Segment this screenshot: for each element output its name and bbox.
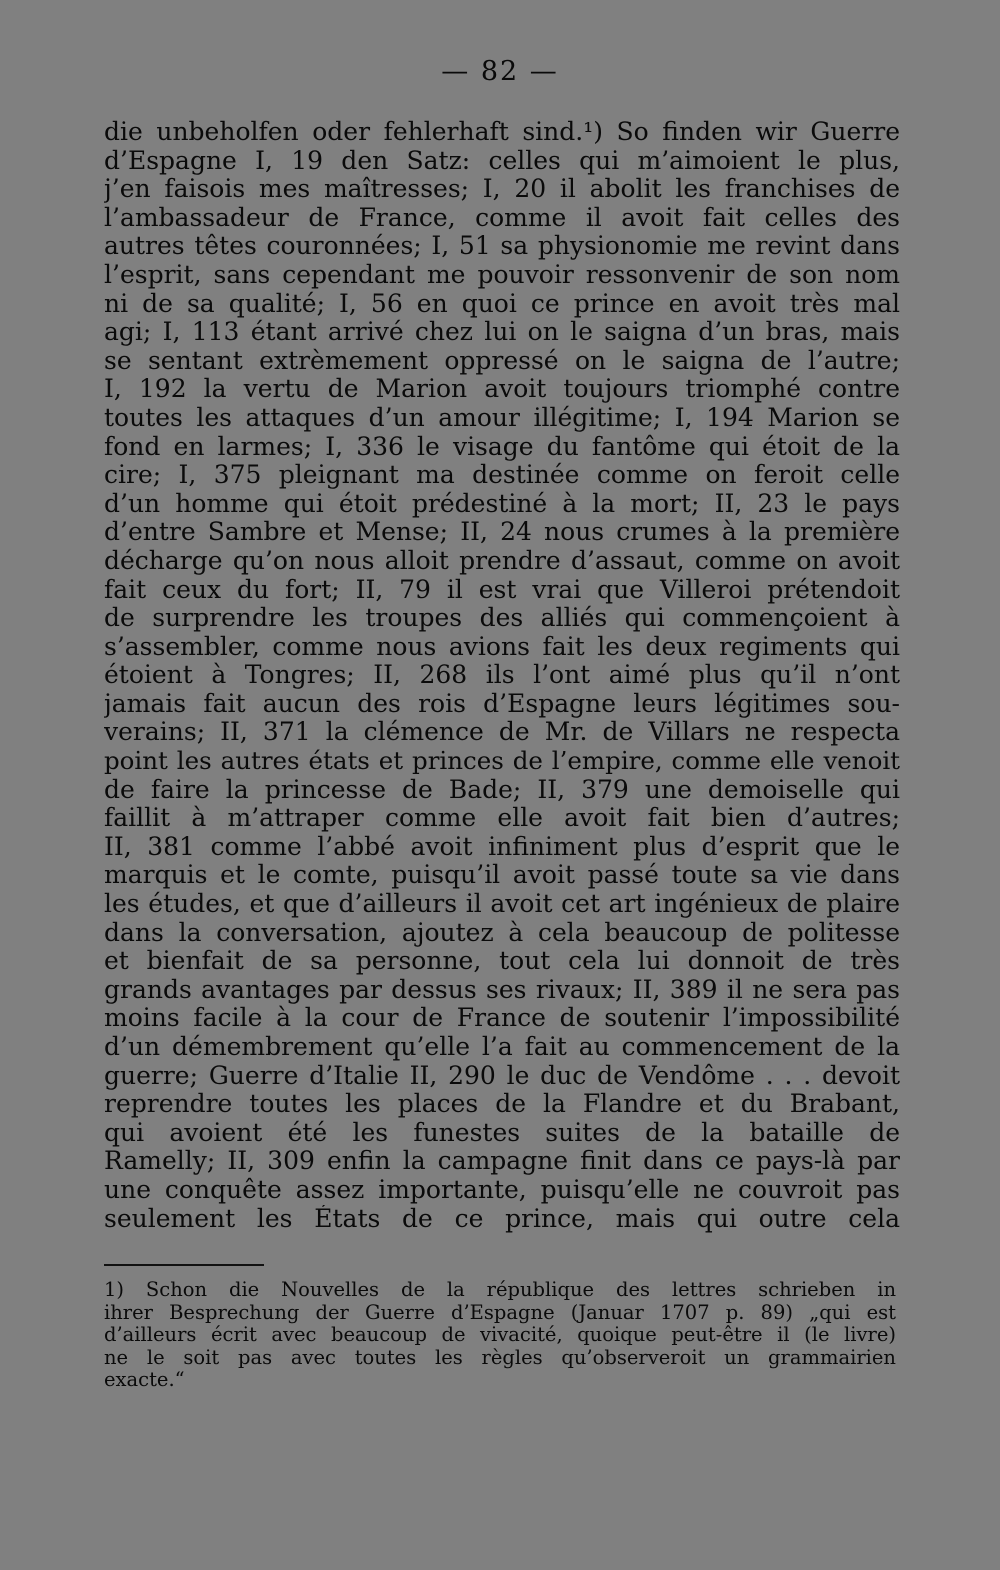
body-line: d’un démembrement qu’elle l’a fait au commencement de la — [104, 1033, 900, 1061]
body-line: de faire la princesse de Bade; II, 379 une demoiselle qui — [104, 775, 900, 804]
body-line: qui avoient été les funestes suites de la bataille de — [104, 1118, 900, 1147]
body-line: de surprendre les troupes des alliés qui commençoient à — [104, 604, 900, 633]
body-line: étoient à Tongres; II, 268 ils l’ont aimé plus qu’il n’ont — [104, 661, 900, 690]
body-line: verains; II, 371 la clémence de Mr. de Villars ne respecta — [104, 718, 900, 747]
body-line: guerre; Guerre d’Italie II, 290 le duc de Vendôme . . . devoit — [104, 1061, 900, 1090]
body-line: reprendre toutes les places de la Flandre et du Brabant, — [104, 1090, 900, 1119]
footnote-line: exacte.“ — [104, 1369, 185, 1391]
body-line: fond en larmes; I, 336 le visage du fantôme qui étoit de la — [104, 432, 900, 461]
body-line: grands avantages par dessus ses rivaux; II, 389 il ne sera pas — [104, 975, 900, 1004]
footnote-separator — [104, 1264, 264, 1266]
body-line: autres têtes couronnées; I, 51 sa physionomie me revint dans — [104, 232, 900, 261]
body-line: et bienfait de sa personne, tout cela lui donnoit de très — [104, 947, 900, 976]
footnote-line: ihrer Besprechung der Guerre d’Espagne (Januar 1707 p. 89) „qui est — [104, 1301, 896, 1324]
body-line: s’assembler, comme nous avions fait les deux regiments qui — [104, 632, 900, 661]
body-line: jamais fait aucun des rois d’Espagne leurs légitimes sou- — [104, 689, 900, 718]
body-line: marquis et le comte, puisqu’il avoit passé toute sa vie dans — [104, 861, 900, 890]
body-line: décharge qu’on nous alloit prendre d’assaut, comme on avoit — [104, 546, 900, 575]
body-line: se sentant extrèmement oppressé on le saigna de l’autre; — [104, 346, 900, 375]
body-line: seulement les États de ce prince, mais qui outre cela — [104, 1204, 900, 1233]
body-line: une conquête assez importante, puisqu’elle ne couvroit pas — [104, 1175, 900, 1204]
body-line: Ramelly; II, 309 enfin la campagne finit dans ce pays-là par — [104, 1147, 900, 1176]
body-line: j’en faisois mes maîtresses; I, 20 il abolit les franchises de — [104, 175, 900, 204]
footnote-line: 1) Schon die Nouvelles de la république des lettres schrieben in — [104, 1279, 896, 1301]
body-line: faillit à m’attraper comme elle avoit fait bien d’autres; — [104, 804, 900, 833]
body-line: d’un homme qui étoit prédestiné à la mort; II, 23 le pays — [104, 489, 900, 518]
body-text — [104, 118, 900, 1233]
body-line: agi; I, 113 étant arrivé chez lui on le saigna d’un bras, mais — [104, 318, 900, 347]
body-line: toutes les attaques d’un amour illégitime; I, 194 Marion se — [104, 403, 900, 432]
body-line: moins facile à la cour de France de soutenir l’impossibilité — [104, 1004, 900, 1033]
body-line: d’entre Sambre et Mense; II, 24 nous crumes à la première — [104, 518, 900, 547]
body-line: l’ambassadeur de France, comme il avoit fait celles des — [104, 203, 900, 232]
body-line: cire; I, 375 pleignant ma destinée comme on feroit celle — [104, 461, 900, 490]
body-line: I, 192 la vertu de Marion avoit toujours triomphé contre — [104, 375, 900, 404]
page-number: — 82 — — [441, 56, 559, 87]
body-line: d’Espagne I, 19 den Satz: celles qui m’aimoient le plus, — [104, 146, 900, 175]
footnote-line: ne le soit pas avec toutes les règles qu’observeroit un grammairien — [104, 1346, 896, 1369]
body-line: l’esprit, sans cependant me pouvoir ressonvenir de son nom — [104, 260, 900, 289]
body-line: die unbeholfen oder fehlerhaft sind.¹) So finden wir Guerre — [104, 118, 900, 146]
body-line: ni de sa qualité; I, 56 en quoi ce prince en avoit très mal — [104, 289, 900, 318]
body-line: fait ceux du fort; II, 79 il est vrai que Villeroi prétendoit — [104, 575, 900, 604]
footnote-line: d’ailleurs écrit avec beaucoup de vivacité, quoique peut-être il (le livre) — [104, 1324, 896, 1346]
footnotes — [104, 1279, 896, 1392]
body-line: point les autres états et princes de l’empire, comme elle venoit — [104, 747, 900, 776]
body-line: dans la conversation, ajoutez à cela beaucoup de politesse — [104, 918, 900, 947]
body-line: II, 381 comme l’abbé avoit infiniment plus d’esprit que le — [104, 832, 900, 861]
body-line: les études, et que d’ailleurs il avoit cet art ingénieux de plaire — [104, 890, 900, 919]
